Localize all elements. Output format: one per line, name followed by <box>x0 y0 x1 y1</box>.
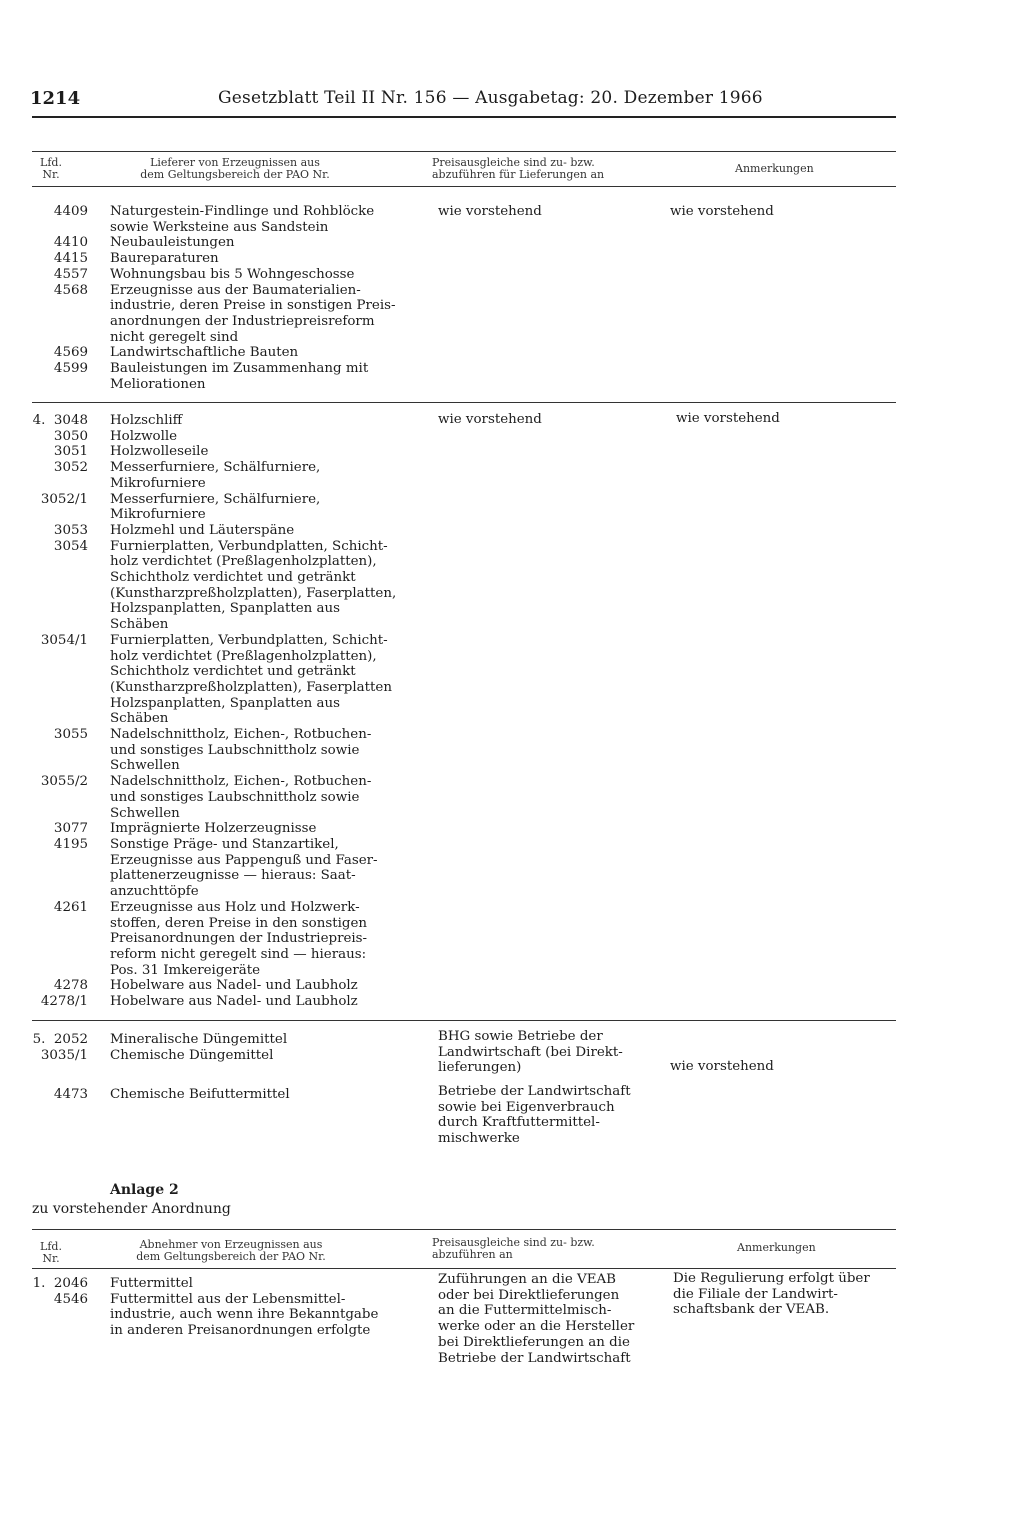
list-item: und sonstiges Laubschnittholz sowie <box>110 742 360 758</box>
group5-number-b: 4473 <box>53 1087 88 1102</box>
table1-header-preis: Preisausgleiche sind zu- bzw. abzuführen für Lieferungen an <box>432 156 605 181</box>
list-item: reform nicht geregelt sind — hieraus: <box>110 946 367 962</box>
page-number: 1214 <box>30 88 81 109</box>
list-item: Holzschliff <box>110 413 183 428</box>
group5-preis-b: Betriebe der Landwirtschaft sowie bei Eigenverbrauch durch Kraftfuttermittel- mischwerke <box>438 1084 631 1147</box>
list-item: Messerfurniere, Schälfurniere, <box>110 460 321 476</box>
list-item: Nadelschnittholz, Eichen-, Rotbuchen- <box>110 774 372 790</box>
group5-preis-a: BHG sowie Betriebe der Landwirtschaft (bei Direkt- lieferungen) <box>438 1029 623 1076</box>
list-item: Schichtholz verdichtet und getränkt <box>110 664 356 680</box>
table2-header-rule <box>32 1268 896 1269</box>
list-item: Schichtholz verdichtet und getränkt <box>110 570 356 586</box>
table1-header-lfd: Lfd. Nr. <box>40 156 62 181</box>
list-item: plattenerzeugnisse — hieraus: Saat- <box>110 868 356 884</box>
list-item: (Kunstharzpreßholzplatten), Faserplatten <box>110 679 392 695</box>
list-item: Schäben <box>110 617 169 633</box>
table2-row1-anmerkungen: Die Regulierung erfolgt über die Filiale der Landwirt- schaftsbank der VEAB. <box>673 1271 870 1318</box>
list-item: holz verdichtet (Preßlagenholzplatten), <box>110 648 377 664</box>
table2-header-abnehmer: Abnehmer von Erzeugnissen aus dem Geltungsbereich der PAO Nr. <box>136 1238 326 1263</box>
list-item: Schwellen <box>110 758 180 774</box>
group3-preis: wie vorstehend <box>438 204 542 219</box>
list-item: Holzmehl und Läuterspäne <box>110 522 295 538</box>
list-item: Bauleistungen im Zusammenhang mit <box>110 361 369 377</box>
list-item: Furnierplatten, Verbundplatten, Schicht- <box>110 632 388 648</box>
group3-anmerkungen: wie vorstehend <box>670 204 774 219</box>
table2-top-rule <box>32 1229 896 1230</box>
list-item: Hobelware aus Nadel- und Laubholz <box>110 978 358 994</box>
list-item: anzuchttöpfe <box>110 884 199 900</box>
list-item: Schäben <box>110 711 169 727</box>
list-item: holz verdichtet (Preßlagenholzplatten), <box>110 554 377 570</box>
list-item: sowie Werksteine aus Sandstein <box>110 219 329 235</box>
list-item: Naturgestein-Findlinge und Rohblöcke <box>110 204 375 219</box>
list-item: Hobelware aus Nadel- und Laubholz <box>110 994 358 1010</box>
list-item: (Kunstharzpreßholzplatten), Faserplatten, <box>110 585 397 601</box>
list-item: Baureparaturen <box>110 251 219 267</box>
list-item: nicht geregelt sind <box>110 329 239 345</box>
list-item: in anderen Preisanordnungen erfolgte <box>110 1323 371 1339</box>
list-item: Landwirtschaftliche Bauten <box>110 345 299 361</box>
list-item: Holzwolleseile <box>110 444 209 460</box>
table2-row1-numbers: 1. 2046 4546 <box>32 1276 88 1307</box>
list-item: Schwellen <box>110 805 180 821</box>
table1-top-rule <box>32 151 896 152</box>
list-item: industrie, deren Preise in sonstigen Preis- <box>110 298 396 314</box>
list-item: Nadelschnittholz, Eichen-, Rotbuchen- <box>110 727 372 743</box>
table1-header-anmerkungen: Anmerkungen <box>735 162 814 175</box>
group4-rule <box>32 1020 896 1021</box>
group4-numbers: 4. 3048 3050 3051 3052 3052/1 3053 3054 3054/1 3055 3055/2 3077 4195 4261 4278 4278/1 <box>32 413 88 1010</box>
list-item: anordnungen der Industriepreisreform <box>110 313 375 329</box>
list-item: Holzspanplatten, Spanplatten aus <box>110 601 341 617</box>
group5-anmerkungen: wie vorstehend <box>670 1059 774 1074</box>
list-item: Mikrofurniere <box>110 475 206 491</box>
header-rule <box>32 116 896 118</box>
list-item: Preisanordnungen der Industriepreis- <box>110 931 368 947</box>
list-item: Futtermittel aus der Lebensmittel- <box>110 1291 346 1307</box>
list-item: Sonstige Präge- und Stanzartikel, <box>110 836 339 852</box>
anlage-title: Anlage 2 <box>110 1182 179 1198</box>
list-item: Furnierplatten, Verbundplatten, Schicht- <box>110 538 388 554</box>
list-item: Mineralische Düngemittel <box>110 1032 288 1047</box>
table2-header-anmerkungen: Anmerkungen <box>737 1241 816 1254</box>
list-item: Neubauleistungen <box>110 235 235 251</box>
list-item: Messerfurniere, Schälfurniere, <box>110 491 321 507</box>
table2-row1-preis: Zuführungen an die VEAB oder bei Direktlieferungen an die Futtermittelmisch- werke oder an die Hersteller bei Direktlieferungen an die Betriebe der Landwirtschaft <box>438 1272 635 1366</box>
group3-numbers: 4409 4410 4415 4557 4568 4569 4599 <box>53 204 88 377</box>
list-item: Imprägnierte Holzerzeugnisse <box>110 821 317 837</box>
list-item: und sonstiges Laubschnittholz sowie <box>110 789 360 805</box>
page-title: Gesetzblatt Teil II Nr. 156 — Ausgabetag: 20. Dezember 1966 <box>218 88 763 108</box>
list-item: Mikrofurniere <box>110 507 206 523</box>
group4-preis: wie vorstehend <box>438 412 542 427</box>
anlage-subtitle: zu vorstehender Anordnung <box>32 1201 231 1217</box>
group5-description-b: Chemische Beifuttermittel <box>110 1087 290 1102</box>
group3-descriptions <box>110 204 440 392</box>
group3-rule <box>32 402 896 403</box>
list-item: Erzeugnisse aus Holz und Holzwerk- <box>110 899 360 915</box>
list-item: Holzwolle <box>110 428 178 444</box>
group5-numbers-a: 5. 2052 3035/1 <box>32 1032 88 1063</box>
table1-header-lieferer: Lieferer von Erzeugnissen aus dem Geltungsbereich der PAO Nr. <box>140 156 330 181</box>
group5-descriptions-a <box>110 1032 440 1063</box>
list-item: Erzeugnisse aus der Baumaterialien- <box>110 282 361 298</box>
table2-header-lfd: Lfd. Nr. <box>40 1240 62 1265</box>
list-item: Wohnungsbau bis 5 Wohngeschosse <box>110 266 355 282</box>
list-item: Holzspanplatten, Spanplatten aus <box>110 695 341 711</box>
list-item: Pos. 31 Imkereigeräte <box>110 962 261 978</box>
table1-header-rule <box>32 186 896 187</box>
group4-descriptions <box>110 413 440 1010</box>
table2-row1-descriptions <box>110 1276 440 1339</box>
list-item: Meliorationen <box>110 376 206 392</box>
list-item: industrie, auch wenn ihre Bekanntgabe <box>110 1307 379 1323</box>
list-item: stoffen, deren Preise in den sonstigen <box>110 915 368 931</box>
table2-header-preis: Preisausgleiche sind zu- bzw. abzuführen an <box>432 1236 595 1261</box>
list-item: Erzeugnisse aus Pappenguß und Faser- <box>110 852 378 868</box>
list-item: Chemische Düngemittel <box>110 1047 274 1063</box>
group4-anmerkungen: wie vorstehend <box>676 411 780 426</box>
list-item: Futtermittel <box>110 1276 193 1291</box>
